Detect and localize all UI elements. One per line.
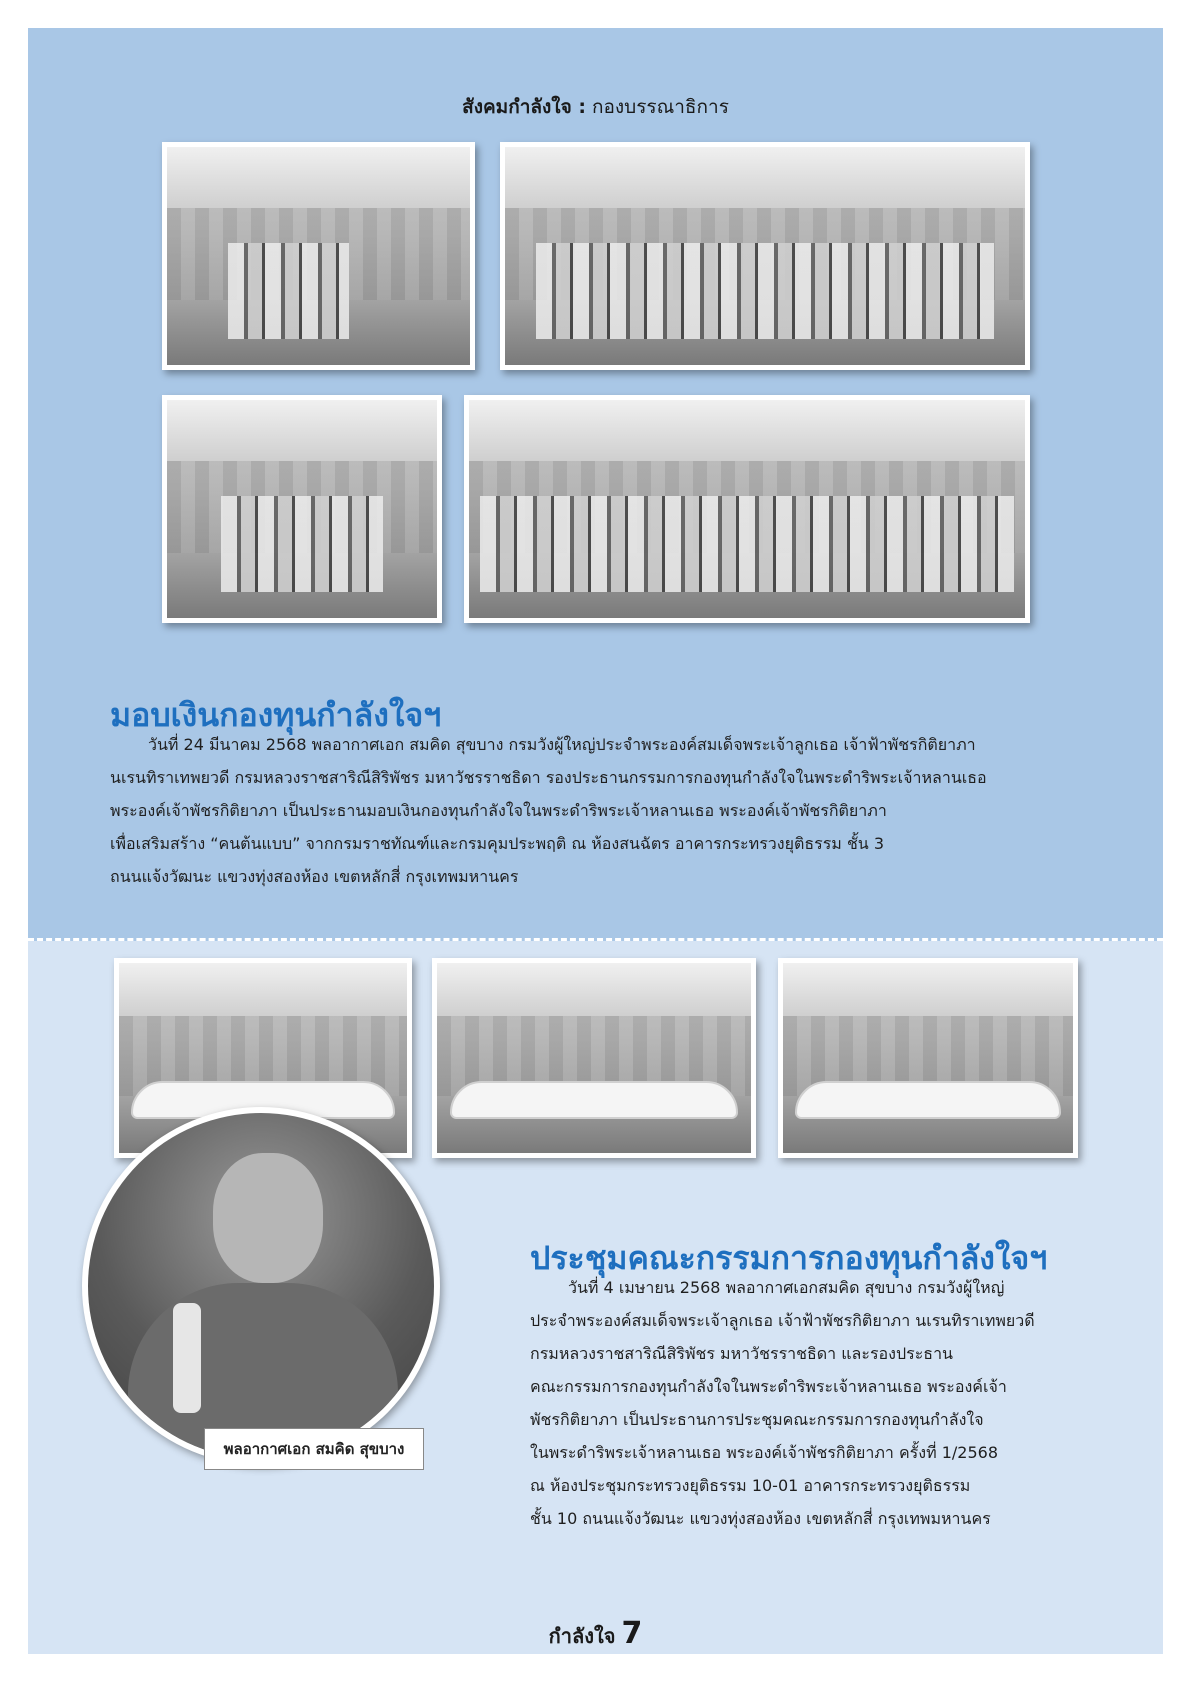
section-label-rest: กองบรรณาธิการ (591, 96, 729, 118)
section-label-bold: สังคมกำลังใจ : (462, 96, 586, 118)
magazine-name: กำลังใจ (548, 1624, 616, 1648)
article1-line: เพื่อเสริมสร้าง “คนต้นแบบ” จากกรมราชทัณฑ์และกรมคุมประพฤติ ณ ห้องสนฉัตร อาคารกระทรวงยุติธรรม ชั้น 3 (110, 834, 884, 853)
photo-meeting-middle (432, 958, 756, 1158)
article2-line: ในพระดำริพระเจ้าหลานเธอ พระองค์เจ้าพัชรกิติยาภา ครั้งที่ 1/2568 (530, 1443, 998, 1462)
section-label (0, 92, 1191, 122)
article2-line: ณ ห้องประชุมกระทรวงยุติธรรม 10-01 อาคารกระทรวงยุติธรรม (530, 1476, 971, 1495)
article1-line: วันที่ 24 มีนาคม 2568 พลอากาศเอก สมคิด สุขบาง กรมวังผู้ใหญ่ประจำพระองค์สมเด็จพระเจ้าลูกเธอ เจ้าฟ้าพัชรกิติยาภา (148, 735, 976, 754)
article2-line: กรมหลวงราชสาริณีสิริพัชร มหาวัชรราชธิดา และรองประธาน (530, 1344, 953, 1363)
photo-meeting-right (778, 958, 1078, 1158)
article2-line: พัชรกิติยาภา เป็นประธานการประชุมคณะกรรมการกองทุนกำลังใจ (530, 1410, 984, 1429)
page-footer (0, 1616, 1191, 1652)
article1-line: นเรนทิราเทพยวดี กรมหลวงราชสาริณีสิริพัชร มหาวัชรราชธิดา รองประธานกรรมการกองทุนกำลังใจในพระดำริพระเจ้าหลานเธอ (110, 768, 987, 787)
photo-ceremony-altar (162, 142, 475, 370)
article2-line: ชั้น 10 ถนนแจ้งวัฒนะ แขวงทุ่งสองห้อง เขตหลักสี่ กรุงเทพมหานคร (530, 1509, 991, 1528)
portrait-photo (82, 1107, 440, 1465)
article2-title: ประชุมคณะกรรมการกองทุนกำลังใจฯ (530, 1239, 1048, 1277)
article2-body (530, 1271, 1078, 1535)
photo-group-officials (500, 142, 1030, 370)
article2-line: คณะกรรมการกองทุนกำลังใจในพระดำริพระเจ้าหลานเธอ พระองค์เจ้า (530, 1377, 1007, 1396)
photo-kneeling-offering (162, 395, 442, 623)
portrait-nameplate: พลอากาศเอก สมคิด สุขบาง (204, 1428, 424, 1470)
dashed-divider (28, 938, 1163, 941)
article1-title: มอบเงินกองทุนกำลังใจฯ (110, 696, 442, 734)
article1-body (110, 728, 1078, 893)
photo-large-group (464, 395, 1030, 623)
article2-line: วันที่ 4 เมษายน 2568 พลอากาศเอกสมคิด สุขบาง กรมวังผู้ใหญ่ (568, 1278, 1005, 1297)
article2-line: ประจำพระองค์สมเด็จพระเจ้าลูกเธอ เจ้าฟ้าพัชรกิติยาภา นเรนทิราเทพยวดี (530, 1311, 1035, 1330)
article1-line: พระองค์เจ้าพัชรกิติยาภา เป็นประธานมอบเงินกองทุนกำลังใจในพระดำริพระเจ้าหลานเธอ พระองค์เจ้าพัชรกิติยาภา (110, 801, 887, 820)
page-number: 7 (621, 1616, 643, 1651)
article1-line: ถนนแจ้งวัฒนะ แขวงทุ่งสองห้อง เขตหลักสี่ กรุงเทพมหานคร (110, 867, 519, 886)
